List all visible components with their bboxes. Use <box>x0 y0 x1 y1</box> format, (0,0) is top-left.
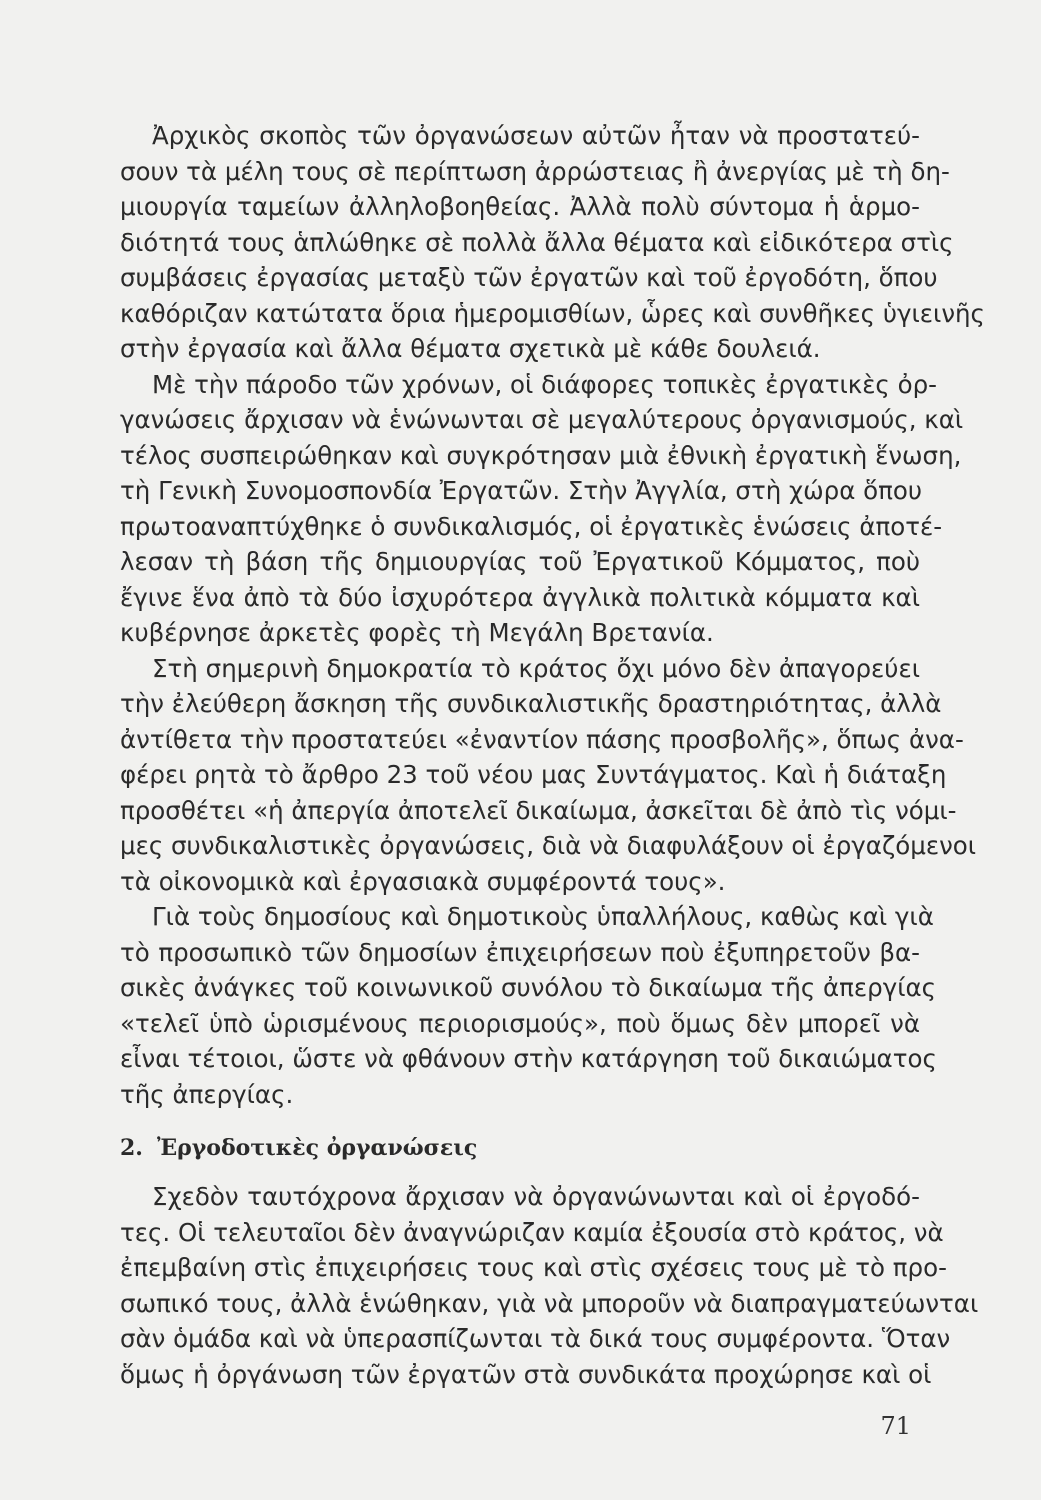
text-line: μες συνδικαλιστικὲς ὀργανώσεις, διὰ νὰ διαφυλάξουν οἱ ἐργαζόμενοι <box>120 831 977 860</box>
text-line: Γιὰ τοὺς δημοσίους καὶ δημοτικοὺς ὑπαλλήλους, καθὼς καὶ γιὰ <box>152 902 934 931</box>
text-line: σικὲς ἀνάγκες τοῦ κοινωνικοῦ συνόλου τὸ δικαίωμα τῆς ἀπεργίας <box>120 973 937 1002</box>
section-title: Ἐργοδοτικὲς ὀργανώσεις <box>156 1135 478 1161</box>
section-heading <box>120 1128 477 1168</box>
text-line: διότητά τους ἁπλώθηκε σὲ πολλὰ ἄλλα θέματα καὶ εἰδικότερα στὶς <box>120 227 954 257</box>
section-number: 2. <box>120 1135 143 1161</box>
text-line: κυβέρνησε ἀρκετὲς φορὲς τὴ Μεγάλη Βρετανία. <box>120 618 714 647</box>
text-line: τὸ προσωπικὸ τῶν δημοσίων ἐπιχειρήσεων ποὺ ἐξυπηρετοῦν βα- <box>120 937 920 967</box>
text-line: ἀντίθετα τὴν προστατεύει «ἐναντίον πάσης προσβολῆς», ὅπως ἀνα- <box>120 724 964 754</box>
text-line: τὰ οἰκονομικὰ καὶ ἐργασιακὰ συμφέροντά τους». <box>120 866 726 896</box>
text-line: στὴν ἐργασία καὶ ἄλλα θέματα σχετικὰ μὲ κάθε δουλειά. <box>120 334 821 363</box>
text-line: «τελεῖ ὑπὸ ὡρισμένους περιορισμούς», ποὺ ὅμως δὲν μπορεῖ νὰ <box>120 1008 920 1038</box>
text-line: σουν τὰ μέλη τους σὲ περίπτωση ἀρρώστειας ἢ ἀνεργίας μὲ τὴ δη- <box>120 156 950 186</box>
text-line: σὰν ὁμάδα καὶ νὰ ὑπερασπίζωνται τὰ δικά τους συμφέροντα. Ὅταν <box>120 1324 951 1353</box>
text-line: πρωτοαναπτύχθηκε ὁ συνδικαλισμός, οἱ ἐργατικὲς ἑνώσεις ἀποτέ- <box>120 511 943 541</box>
text-line: μιουργία ταμείων ἀλληλοβοηθείας. Ἀλλὰ πολὺ σύντομα ἡ ἁρμο- <box>120 192 920 221</box>
text-line: γανώσεις ἄρχισαν νὰ ἑνώνωνται σὲ μεγαλύτερους ὀργανισμούς, καὶ <box>120 405 964 434</box>
text-line: ὅμως ἡ ὀργάνωση τῶν ἐργατῶν στὰ συνδικάτα προχώρησε καὶ οἱ <box>120 1359 932 1389</box>
text-line: τὴν ἐλεύθερη ἄσκηση τῆς συνδικαλιστικῆς δραστηριότητας, ἀλλὰ <box>120 689 942 718</box>
text-line: τες. Οἱ τελευταῖοι δὲν ἀναγνώριζαν καμία ἐξουσία στὸ κράτος, νὰ <box>120 1217 944 1247</box>
text-line: σωπικό τους, ἀλλὰ ἑνώθηκαν, γιὰ νὰ μποροῦν νὰ διαπραγματεύωνται <box>120 1288 979 1318</box>
text-line: Στὴ σημερινὴ δημοκρατία τὸ κράτος ὄχι μόνο δὲν ἀπαγορεύει <box>152 653 920 683</box>
main-text-block <box>120 118 985 1112</box>
text-line: λεσαν τὴ βάση τῆς δημιουργίας τοῦ Ἐργατικοῦ Κόμματος, ποὺ <box>120 547 920 576</box>
text-line: τῆς ἀπεργίας. <box>120 1079 294 1109</box>
text-line: ἐπεμβαίνη στὶς ἐπιχειρήσεις τους καὶ στὶς σχέσεις τους μὲ τὸ προ- <box>120 1253 947 1282</box>
text-line: Μὲ τὴν πάροδο τῶν χρόνων, οἱ διάφορες τοπικὲς ἐργατικὲς ὀρ- <box>152 369 937 399</box>
text-line: εἶναι τέτοιοι, ὥστε νὰ φθάνουν στὴν κατάργηση τοῦ δικαιώματος <box>120 1044 937 1073</box>
text-line: προσθέτει «ἡ ἀπεργία ἀποτελεῖ δικαίωμα, ἀσκεῖται δὲ ἀπὸ τὶς νόμι- <box>120 795 957 825</box>
text-line: καθόριζαν κατώτατα ὅρια ἡμερομισθίων, ὧρες καὶ συνθῆκες ὑγιεινῆς <box>120 298 985 328</box>
text-line: τὴ Γενικὴ Συνομοσπονδία Ἐργατῶν. Στὴν Ἀγγλία, στὴ χώρα ὅπου <box>120 476 923 505</box>
text-line: συμβάσεις ἐργασίας μεταξὺ τῶν ἐργατῶν καὶ τοῦ ἐργοδότη, ὅπου <box>120 263 938 292</box>
page-number: 71 <box>880 1412 911 1440</box>
text-line: φέρει ρητὰ τὸ ἄρθρο 23 τοῦ νέου μας Συντάγματος. Καὶ ἡ διάταξη <box>120 760 947 789</box>
text-line: ἔγινε ἕνα ἀπὸ τὰ δύο ἰσχυρότερα ἀγγλικὰ πολιτικὰ κόμματα καὶ <box>120 582 920 612</box>
text-line: Ἀρχικὸς σκοπὸς τῶν ὀργανώσεων αὐτῶν ἦταν νὰ προστατεύ- <box>152 121 920 150</box>
second-text-block <box>120 1179 979 1392</box>
text-line: Σχεδὸν ταυτόχρονα ἄρχισαν νὰ ὀργανώνωνται καὶ οἱ ἐργοδό- <box>152 1182 920 1211</box>
text-line: τέλος συσπειρώθηκαν καὶ συγκρότησαν μιὰ ἐθνικὴ ἐργατικὴ ἕνωση, <box>120 440 962 470</box>
